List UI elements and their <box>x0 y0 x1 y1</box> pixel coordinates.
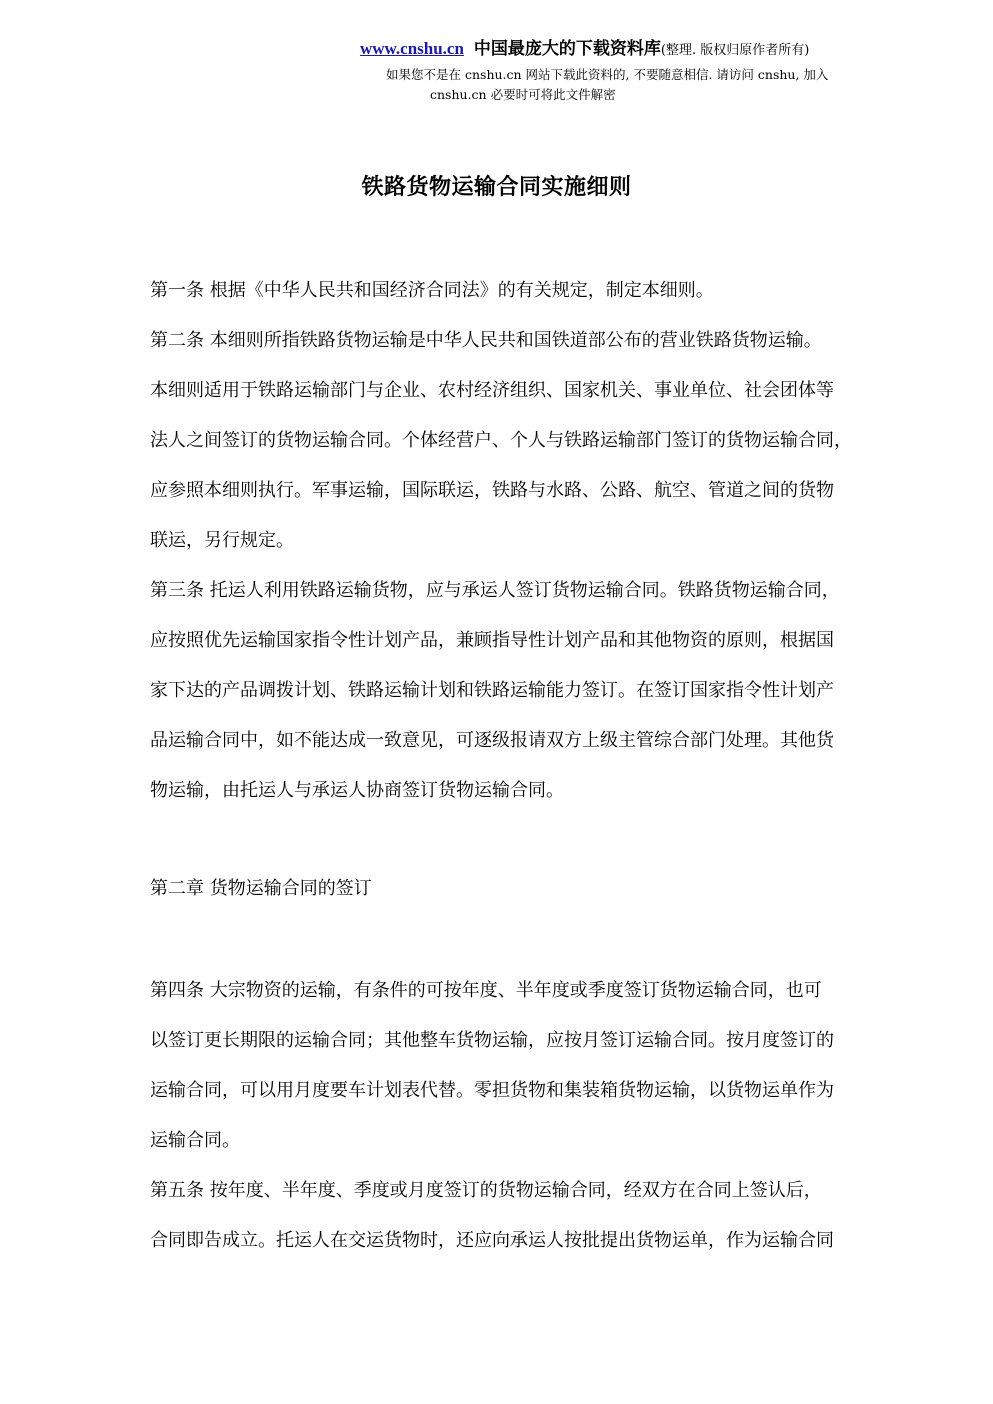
text-line: 第三条 托运人利用铁路运输货物，应与承运人签订货物运输合同。铁路货物运输合同， <box>150 580 840 601</box>
text-line: 应参照本细则执行。军事运输，国际联运，铁路与水路、公路、航空、管道之间的货物 <box>150 480 834 501</box>
chapter-heading: 第二章 货物运输合同的签订 <box>150 878 372 899</box>
site-tagline: 中国最庞大的下载资料库 <box>473 39 661 59</box>
text-line: 第四条 大宗物资的运输，有条件的可按年度、半年度或季度签订货物运输合同，也可 <box>150 980 822 1001</box>
header-line-1 <box>360 38 809 62</box>
document-title: 铁路货物运输合同实施细则 <box>361 174 632 200</box>
text-line: 运输合同。 <box>150 1130 240 1151</box>
articles-block-2 <box>150 966 920 1266</box>
text-line: 第二条 本细则所指铁路货物运输是中华人民共和国铁道部公布的营业铁路货物运输。 <box>150 330 822 351</box>
text-line: 家下达的产品调拨计划、铁路运输计划和铁路运输能力签订。在签订国家指令性计划产 <box>150 680 834 701</box>
text-line: 联运，另行规定。 <box>150 530 294 551</box>
text-line: 应按照优先运输国家指令性计划产品，兼顾指导性计划产品和其他物资的原则，根据国 <box>150 630 834 651</box>
text-line: 物运输，由托运人与承运人协商签订货物运输合同。 <box>150 780 564 801</box>
text-line: 第一条 根据《中华人民共和国经济合同法》的有关规定，制定本细则。 <box>150 280 714 301</box>
text-line: 第五条 按年度、半年度、季度或月度签订的货物运输合同，经双方在合同上签认后， <box>150 1180 822 1201</box>
site-link[interactable]: www.cnshu.cn <box>360 39 464 58</box>
chapter-heading-block <box>150 864 920 914</box>
text-line: 合同即告成立。托运人在交运货物时，还应向承运人按批提出货物运单，作为运输合同 <box>150 1230 834 1251</box>
text-line: 运输合同，可以用月度要车计划表代替。零担货物和集装箱货物运输，以货物运单作为 <box>150 1080 834 1101</box>
header-notice-line-1: 如果您不是在 cnshu.cn 网站下载此资料的, 不要随意相信. 请访问 cnshu, 加入 <box>386 67 829 82</box>
articles-block-1 <box>150 266 920 816</box>
copyright-note: (整理. 版权归原作者所有) <box>660 43 810 58</box>
header-notice-line-2: cnshu.cn 必要时可将此文件解密 <box>430 87 616 102</box>
text-line: 法人之间签订的货物运输合同。个体经营户、个人与铁路运输部门签订的货物运输合同， <box>150 430 852 451</box>
text-line: 以签订更长期限的运输合同；其他整车货物运输，应按月签订运输合同。按月度签订的 <box>150 1030 834 1051</box>
text-line: 本细则适用于铁路运输部门与企业、农村经济组织、国家机关、事业单位、社会团体等 <box>150 380 834 401</box>
text-line: 品运输合同中，如不能达成一致意见，可逐级报请双方上级主管综合部门处理。其他货 <box>150 730 834 751</box>
